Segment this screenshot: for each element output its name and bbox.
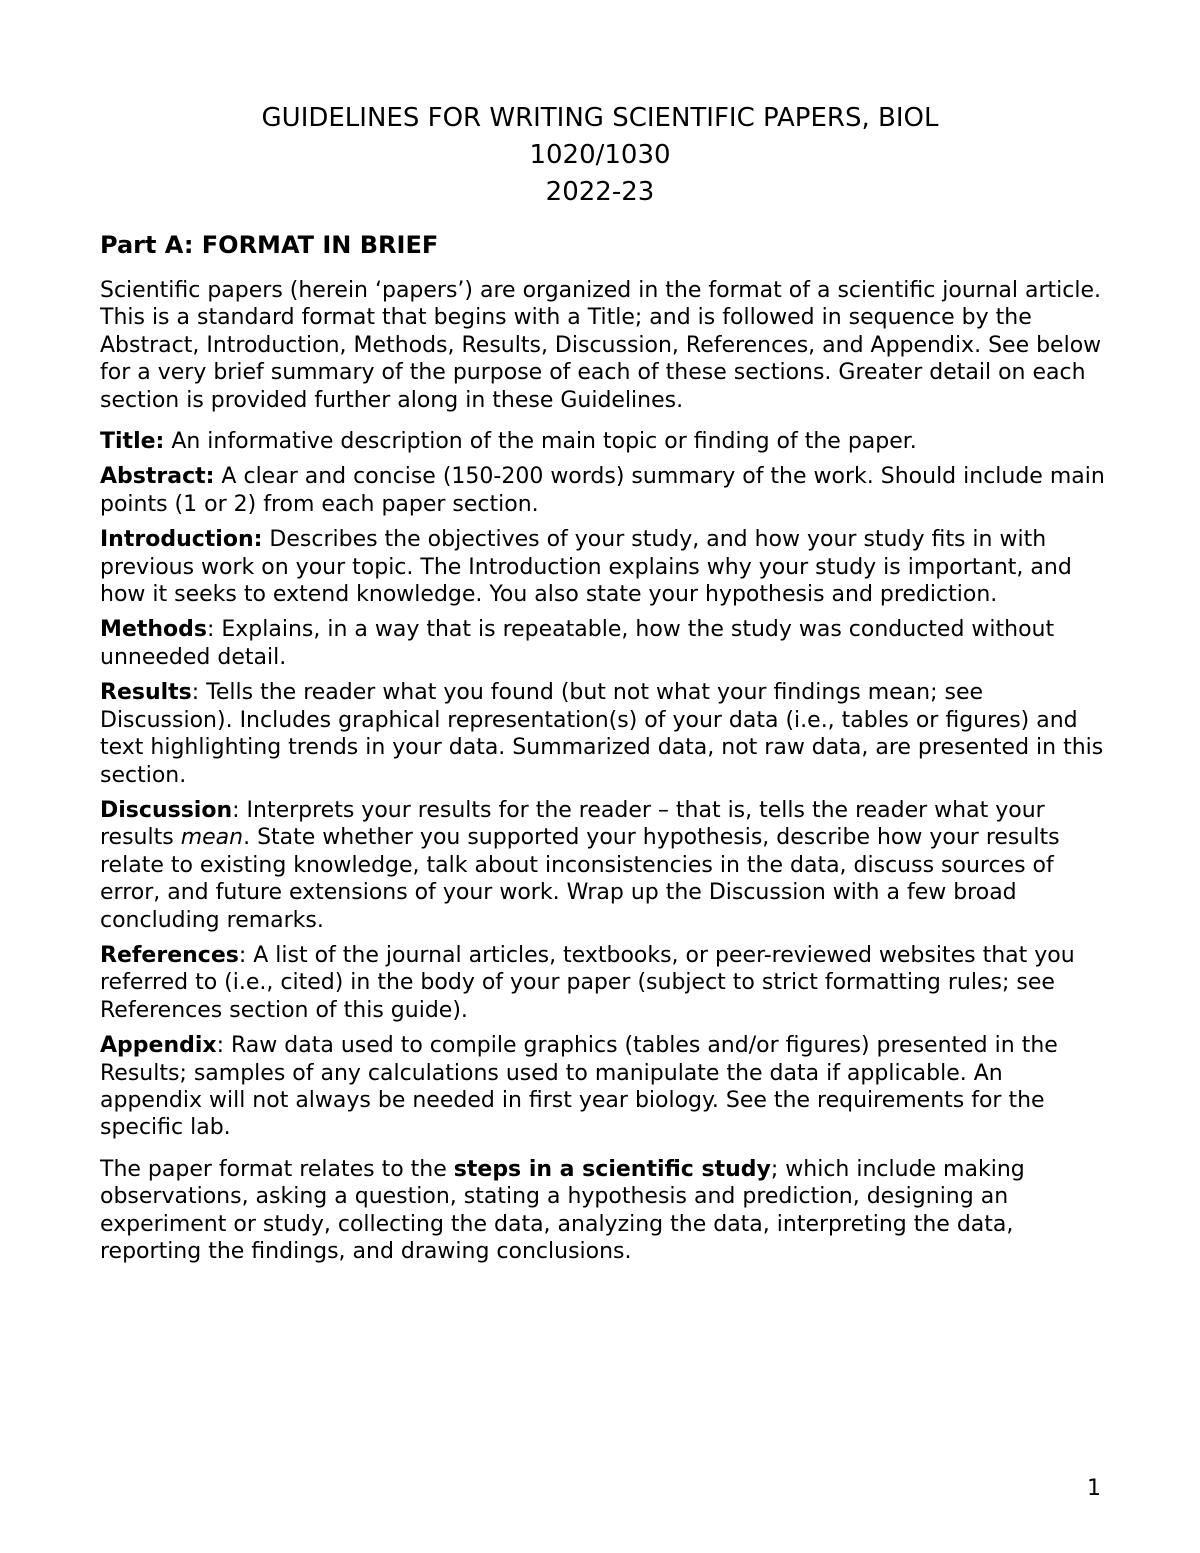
section-appendix-description xyxy=(100,1032,1110,1142)
closing-bold-text: steps in a scientific study xyxy=(453,1156,771,1182)
title-line: 2022-23 xyxy=(545,177,655,207)
section-term: References xyxy=(100,942,239,968)
page-number: 1 xyxy=(1087,1476,1101,1501)
section-text: An informative description of the main topic or finding of the paper. xyxy=(164,429,917,455)
section-discussion-description xyxy=(100,797,1110,934)
closing-text: The paper format relates to the xyxy=(100,1156,454,1182)
part-heading: Part A: FORMAT IN BRIEF xyxy=(100,231,439,259)
document-body xyxy=(100,228,1110,1265)
document-title xyxy=(100,100,1100,211)
section-text: Describes the objectives of your study, and how your study fits in with previous work on your topic. The Introduction explains why your study is important, and how it seeks to extend knowledge. You also state your hypothesis and prediction. xyxy=(100,527,1072,608)
section-title-description xyxy=(100,428,1110,455)
section-results-description xyxy=(100,679,1110,789)
section-introduction-description xyxy=(100,526,1110,608)
closing-paragraph xyxy=(100,1156,1110,1266)
section-term: Results xyxy=(100,680,192,706)
section-references-description xyxy=(100,942,1110,1024)
intro-paragraph: Scientific papers (herein ‘papers’) are organized in the format of a scientific journal article. This is a standard format that begins with a Title; and is followed in sequence by the Abstract, Introduction, Methods, Results, Discussion, References, and Appendix. See below for a very brief summary of the purpose of each of these sections. Greater detail on each section is provided further along in these Guidelines. xyxy=(100,278,1102,413)
section-term: Introduction: xyxy=(100,527,263,553)
section-term: Methods xyxy=(100,617,207,643)
section-text: : Interprets your results for the reader – that is, tells the reader what your results xyxy=(100,797,1045,851)
closing-text: ; which include making observations, asking a question, stating a hypothesis and prediction, designing an experiment or study, collecting the data, analyzing the data, interpreting the data, reporting the findings, and drawing conclusions. xyxy=(100,1156,1025,1264)
section-term: Abstract: xyxy=(100,464,215,490)
section-abstract-description xyxy=(100,463,1110,518)
section-term: Appendix xyxy=(100,1033,217,1059)
section-text: : A list of the journal articles, textbooks, or peer-reviewed websites that you referred to (i.e., cited) in the body of your paper (subject to strict formatting rules; see References section of this guide). xyxy=(100,942,1075,1023)
section-term: Discussion xyxy=(100,797,233,823)
section-text: : Tells the reader what you found (but not what your findings mean; see Discussion). Includes graphical representation(s) of your data (i.e., tables or figures) and text highlighting trends in your data. Summarized data, not raw data, are presented in this section. xyxy=(100,680,1104,788)
title-line: 1020/1030 xyxy=(529,140,671,170)
section-text: : Explains, in a way that is repeatable, how the study was conducted without unneeded detail. xyxy=(100,617,1055,670)
section-text: A clear and concise (150-200 words) summary of the work. Should include main points (1 or 2) from each paper section. xyxy=(100,464,1105,517)
emphasis-text: mean xyxy=(180,825,244,851)
section-term: Title: xyxy=(100,429,165,455)
section-methods-description xyxy=(100,616,1110,671)
section-text: : Raw data used to compile graphics (tables and/or figures) presented in the Results; samples of any calculations used to manipulate the data if applicable. An appendix will not always be needed in first year biology. See the requirements for the specific lab. xyxy=(100,1033,1058,1141)
title-line: GUIDELINES FOR WRITING SCIENTIFIC PAPERS, BIOL xyxy=(261,103,939,133)
section-text: . State whether you supported your hypothesis, describe how your results relate to existing knowledge, talk about inconsistencies in the data, discuss sources of error, and future extensions of your work. Wrap up the Discussion with a few broad concluding remarks. xyxy=(100,825,1060,933)
